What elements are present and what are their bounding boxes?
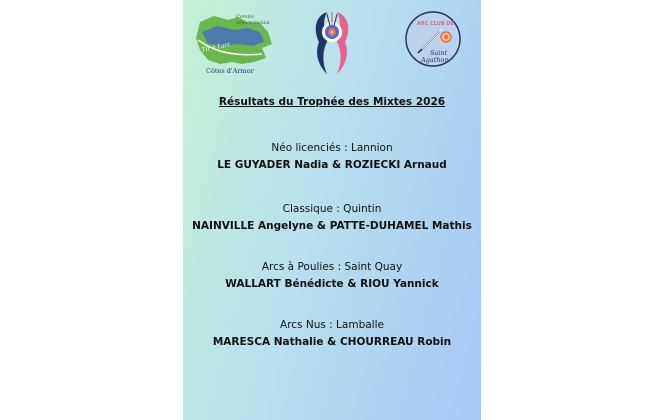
result-category: Arcs Nus : Lamballe bbox=[280, 319, 384, 331]
poster bbox=[183, 0, 481, 420]
result-block bbox=[183, 201, 481, 235]
trophee-mixtes-logo bbox=[307, 8, 357, 78]
badge-text-agathon: Agathon bbox=[421, 56, 449, 64]
result-names: LE GUYADER Nadia & ROZIECKI Arnaud bbox=[217, 159, 447, 171]
result-names: WALLART Bénédicte & RIOU Yannick bbox=[225, 278, 439, 290]
comite-departemental-logo bbox=[192, 10, 278, 76]
badge-text-saint: Saint bbox=[430, 49, 448, 57]
result-block bbox=[183, 259, 481, 293]
result-category: Arcs à Poulies : Saint Quay bbox=[261, 261, 403, 273]
logo-text-cotes-darmor: Côtes d'Armor bbox=[206, 67, 254, 75]
logo-text-tir-a-larc: Tir à l'arc bbox=[200, 40, 232, 54]
arc-club-saint-agathon-logo bbox=[404, 9, 462, 69]
logo-text-departemental: départemental bbox=[236, 21, 270, 26]
result-block bbox=[183, 140, 481, 174]
result-block bbox=[183, 317, 481, 351]
poster-title: Résultats du Trophée des Mixtes 2026 bbox=[218, 96, 446, 108]
result-names: NAINVILLE Angelyne & PATTE-DUHAMEL Mathis bbox=[192, 220, 472, 232]
logo-text-comite: Comité bbox=[236, 14, 255, 20]
result-category: Classique : Quintin bbox=[282, 203, 382, 215]
result-names: MARESCA Nathalie & CHOURREAU Robin bbox=[212, 336, 452, 348]
result-category: Néo licenciés : Lannion bbox=[271, 142, 393, 154]
badge-text-arc-club: ARC CLUB DE bbox=[417, 21, 454, 27]
